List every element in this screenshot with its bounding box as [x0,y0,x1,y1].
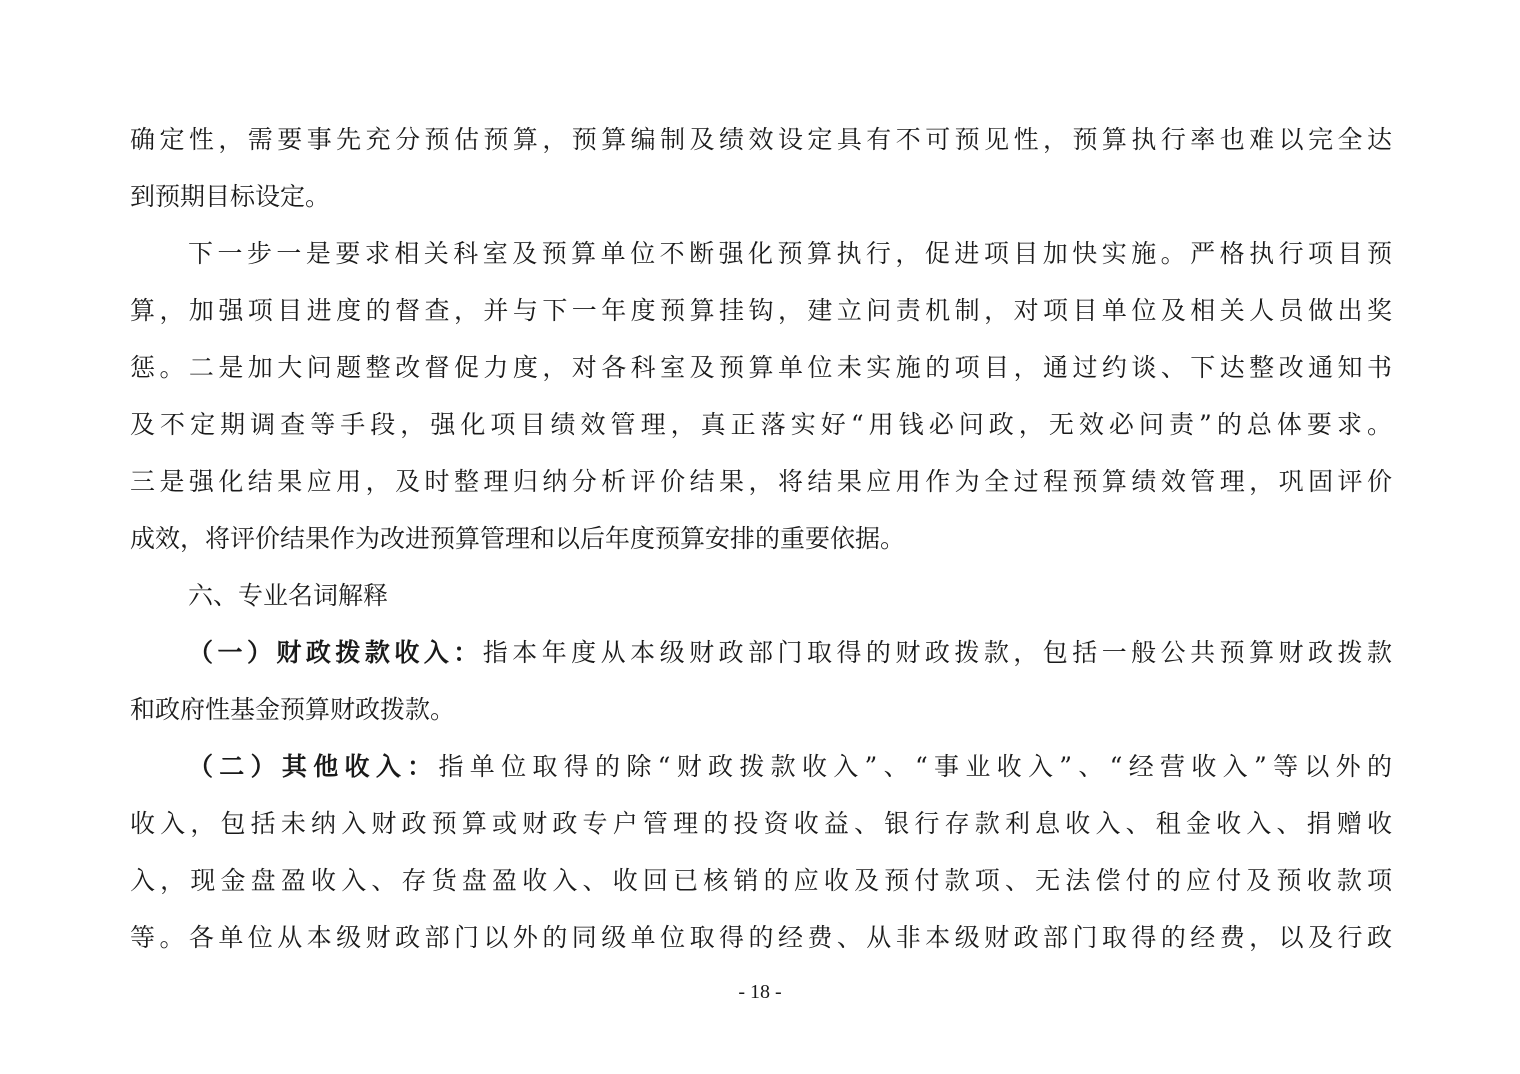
term-text: 指单位取得的除“财政拨款收入”、“事业收入”、“经营收入”等以外的 [438,752,1392,781]
page-number: - 18 - [738,981,782,1003]
paragraph-line: 惩。二是加大问题整改督促力度，对各科室及预算单位未实施的项目，通过约谈、下达整改通知书 [130,353,1392,382]
paragraph-line: 及不定期调查等手段，强化项目绩效管理，真正落实好“用钱必问政，无效必问责”的总体要求。 [130,410,1392,439]
paragraph-line: 三是强化结果应用，及时整理归纳分析评价结果，将结果应用作为全过程预算绩效管理，巩固评价 [130,467,1392,496]
term-text: 指本年度从本级财政部门取得的财政拨款，包括一般公共预算财政拨款 [482,638,1392,667]
paragraph-line: 确定性，需要事先充分预估预算，预算编制及绩效设定具有不可预见性，预算执行率也难以完全达 [130,125,1392,154]
term-label: （一）财政拨款收入： [188,638,483,667]
term-label: （二）其他收入： [188,752,439,781]
paragraph-line: 到预期目标设定。 [130,182,331,211]
term-definition-line [188,633,1392,673]
paragraph-line: 算，加强项目进度的督查，并与下一年度预算挂钩，建立问责机制，对项目单位及相关人员做出奖 [130,296,1392,325]
paragraph-line: 和政府性基金预算财政拨款。 [130,695,456,724]
paragraph-line: 收入，包括未纳入财政预算或财政专户管理的投资收益、银行存款利息收入、租金收入、捐赠收 [130,809,1392,838]
term-definition-line [188,747,1392,787]
paragraph-line: 成效，将评价结果作为改进预算管理和以后年度预算安排的重要依据。 [130,524,906,553]
paragraph-line: 入，现金盘盈收入、存货盘盈收入、收回已核销的应收及预付款项、无法偿付的应付及预收款项 [130,866,1392,895]
paragraph-line: 下一步一是要求相关科室及预算单位不断强化预算执行，促进项目加快实施。严格执行项目预 [188,239,1392,268]
paragraph-line: 等。各单位从本级财政部门以外的同级单位取得的经费、从非本级财政部门取得的经费，以及行政 [130,923,1392,952]
section-heading: 六、专业名词解释 [188,581,389,610]
